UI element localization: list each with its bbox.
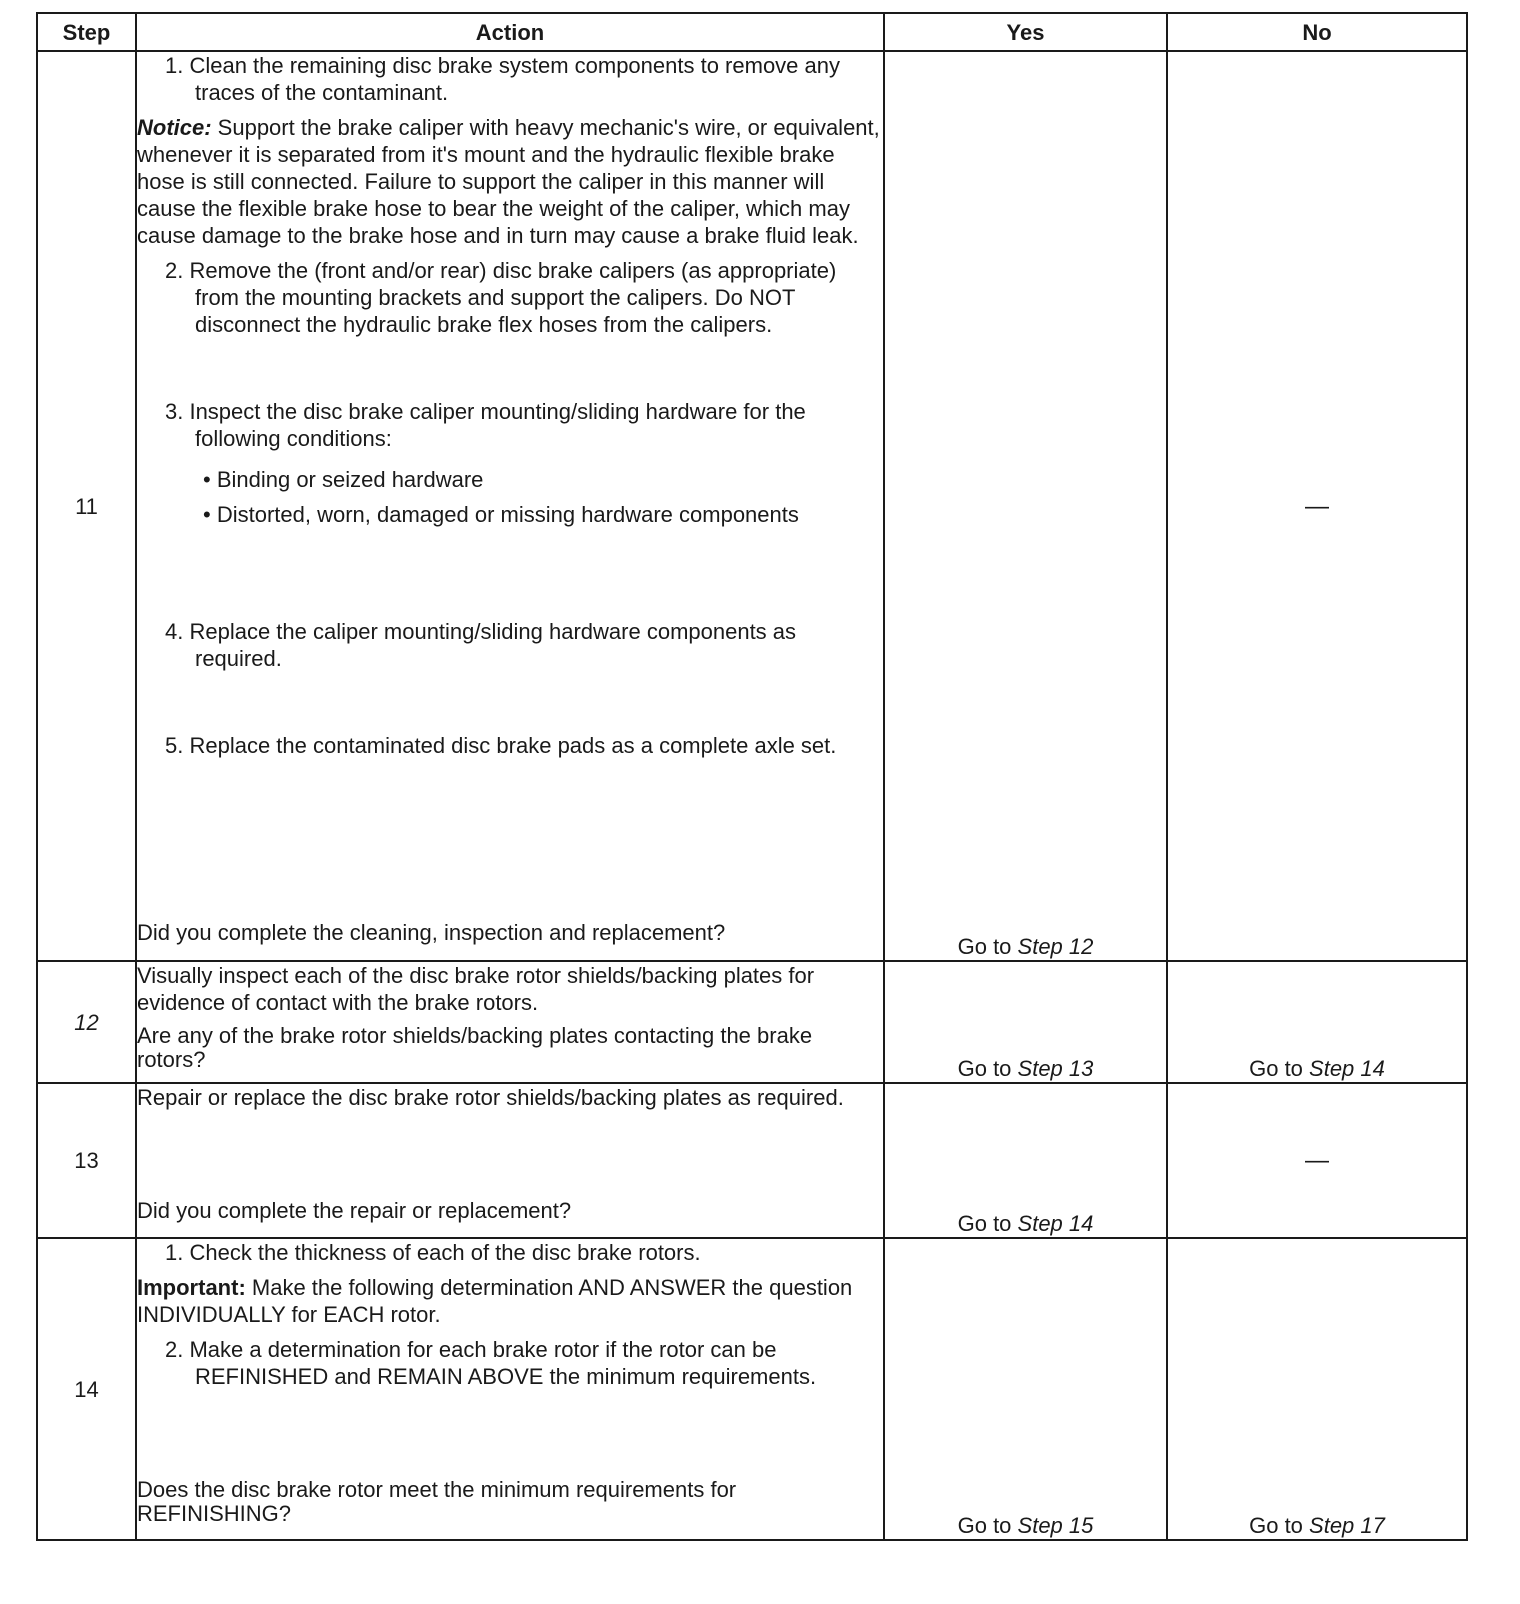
step-ref: Step 14	[1017, 1211, 1094, 1236]
step-number: 12	[37, 961, 136, 1083]
goto-prefix: Go to	[957, 1056, 1018, 1081]
no-cell	[1167, 1238, 1467, 1540]
goto-prefix: Go to	[1249, 1056, 1310, 1081]
step-ref: Step 14	[1309, 1056, 1385, 1081]
action-cell	[136, 51, 884, 961]
no-goto	[1249, 1056, 1385, 1081]
no-goto	[1249, 1513, 1385, 1538]
table-row-step-13	[37, 1083, 1467, 1238]
step-number: 11	[37, 51, 136, 961]
step-ref: Step 13	[1017, 1056, 1094, 1081]
step-number: 14	[37, 1238, 136, 1540]
yes-cell	[884, 1238, 1167, 1540]
table-row-step-14	[37, 1238, 1467, 1540]
notice-text: Support the brake caliper with heavy mechanic's wire, or equivalent, whenever it is separated from it's mount and the hydraulic flexible brake hose is still connected. Failure to support the caliper in this manner will cause the flexible brake hose to bear the weight of the caliper, which may cause damage to the brake hose and in turn may cause a brake fluid leak.	[137, 115, 880, 248]
yes-goto	[958, 1211, 1094, 1236]
yes-goto	[958, 1513, 1094, 1538]
goto-prefix: Go to	[957, 934, 1018, 959]
yes-cell	[884, 961, 1167, 1083]
no-cell	[1167, 961, 1467, 1083]
question-text: Did you complete the repair or replacement?	[137, 1198, 572, 1223]
yes-goto	[958, 1056, 1094, 1081]
action-item-4: 4. Replace the caliper mounting/sliding hardware components as required.	[165, 619, 797, 671]
notice-label: Notice:	[137, 115, 212, 140]
question-text: Does the disc brake rotor meet the minimum requirements for REFINISHING?	[137, 1477, 737, 1526]
action-text: Visually inspect each of the disc brake rotor shields/backing plates for evidence of contact with the brake rotors.	[137, 963, 815, 1015]
step-number: 13	[37, 1083, 136, 1238]
action-item-5: 5. Replace the contaminated disc brake pads as a complete axle set.	[165, 733, 837, 758]
goto-prefix: Go to	[957, 1513, 1018, 1538]
header-no: No	[1167, 13, 1467, 51]
important-text: Make the following determination AND ANSWER the question INDIVIDUALLY for EACH rotor.	[137, 1275, 853, 1327]
no-cell: —	[1167, 1083, 1467, 1238]
important-paragraph	[137, 1274, 883, 1328]
important-label: Important:	[137, 1275, 246, 1300]
question-text: Are any of the brake rotor shields/backing plates contacting the brake rotors?	[137, 1023, 813, 1072]
action-cell	[136, 1083, 884, 1238]
action-item-3: 3. Inspect the disc brake caliper mounting/sliding hardware for the following conditions:	[165, 399, 806, 451]
action-text: Repair or replace the disc brake rotor shields/backing plates as required.	[137, 1085, 844, 1110]
action-item-2: 2. Make a determination for each brake rotor if the rotor can be REFINISHED and REMAIN ABOVE the minimum requirements.	[165, 1337, 817, 1389]
step-ref: Step 15	[1017, 1513, 1094, 1538]
action-item-1: 1. Clean the remaining disc brake system components to remove any traces of the contaminant.	[165, 53, 840, 105]
yes-goto	[958, 934, 1094, 959]
goto-prefix: Go to	[1249, 1513, 1310, 1538]
step-ref: Step 12	[1017, 934, 1094, 959]
bullet-item-2: • Distorted, worn, damaged or missing hardware components	[203, 502, 799, 527]
header-step: Step	[37, 13, 136, 51]
action-cell	[136, 961, 884, 1083]
header-action: Action	[136, 13, 884, 51]
table-row-step-12	[37, 961, 1467, 1083]
header-yes: Yes	[884, 13, 1167, 51]
no-cell: —	[1167, 51, 1467, 961]
goto-prefix: Go to	[957, 1211, 1018, 1236]
diagnostic-table	[36, 12, 1468, 1541]
action-item-2: 2. Remove the (front and/or rear) disc brake calipers (as appropriate) from the mounting brackets and support the calipers. Do NOT disconnect the hydraulic brake flex hoses from the calipers.	[165, 258, 837, 337]
bullet-item-1: • Binding or seized hardware	[203, 467, 484, 492]
step-ref: Step 17	[1309, 1513, 1385, 1538]
action-item-1: 1. Check the thickness of each of the disc brake rotors.	[165, 1240, 701, 1265]
yes-cell	[884, 51, 1167, 961]
action-cell	[136, 1238, 884, 1540]
question-text: Did you complete the cleaning, inspection and replacement?	[137, 920, 726, 945]
table-row-step-11	[37, 51, 1467, 961]
notice-paragraph	[137, 114, 883, 249]
header-row	[37, 13, 1467, 51]
yes-cell	[884, 1083, 1167, 1238]
